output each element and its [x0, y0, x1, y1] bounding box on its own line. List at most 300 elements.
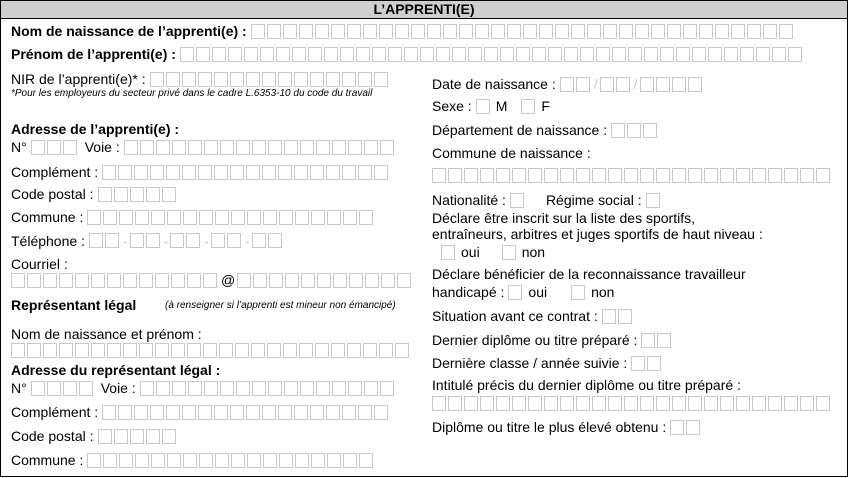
char-box[interactable]	[166, 72, 180, 87]
char-box[interactable]	[720, 168, 734, 183]
char-box[interactable]	[560, 168, 574, 183]
char-box[interactable]	[480, 396, 494, 411]
char-box[interactable]	[631, 356, 645, 371]
char-box[interactable]	[311, 453, 325, 468]
nationalite-box[interactable]	[510, 193, 526, 208]
char-box[interactable]	[63, 140, 77, 155]
char-box[interactable]	[349, 273, 363, 288]
char-box[interactable]	[134, 405, 148, 420]
char-box[interactable]	[327, 453, 341, 468]
char-box[interactable]	[528, 396, 542, 411]
char-box[interactable]	[644, 47, 658, 62]
char-box[interactable]	[247, 453, 261, 468]
char-box[interactable]	[230, 72, 244, 87]
char-box[interactable]	[278, 72, 292, 87]
char-box[interactable]	[443, 24, 457, 39]
char-box[interactable]	[11, 273, 25, 288]
char-box[interactable]	[560, 396, 574, 411]
char-box[interactable]	[262, 405, 276, 420]
complement-boxes[interactable]	[102, 165, 390, 180]
char-box[interactable]	[364, 381, 378, 396]
char-box[interactable]	[212, 47, 226, 62]
char-box[interactable]	[464, 396, 478, 411]
handicap-non-box[interactable]	[571, 285, 587, 300]
char-box[interactable]	[616, 77, 630, 92]
char-box[interactable]	[231, 210, 245, 225]
char-box[interactable]	[292, 47, 306, 62]
char-box[interactable]	[182, 405, 196, 420]
char-box[interactable]	[236, 140, 250, 155]
char-box[interactable]	[683, 24, 697, 39]
char-box[interactable]	[656, 168, 670, 183]
char-box[interactable]	[326, 405, 340, 420]
char-box[interactable]	[480, 168, 494, 183]
char-box[interactable]	[130, 233, 144, 248]
char-box[interactable]	[359, 210, 373, 225]
char-box[interactable]	[316, 381, 330, 396]
char-box[interactable]	[315, 343, 329, 358]
char-box[interactable]	[199, 210, 213, 225]
char-box[interactable]	[162, 429, 176, 444]
char-box[interactable]	[268, 381, 282, 396]
char-box[interactable]	[278, 405, 292, 420]
char-box[interactable]	[800, 396, 814, 411]
rep-code-postal-boxes[interactable]	[98, 429, 178, 444]
sportif-non-box[interactable]	[502, 245, 518, 260]
char-box[interactable]	[779, 24, 793, 39]
char-box[interactable]	[220, 140, 234, 155]
char-box[interactable]	[708, 47, 722, 62]
char-box[interactable]	[162, 187, 176, 202]
char-box[interactable]	[484, 47, 498, 62]
char-box[interactable]	[342, 165, 356, 180]
char-box[interactable]	[268, 233, 282, 248]
sexe-f-box[interactable]	[521, 99, 537, 114]
char-box[interactable]	[688, 77, 702, 92]
char-box[interactable]	[11, 343, 25, 358]
char-box[interactable]	[720, 396, 734, 411]
char-box[interactable]	[79, 381, 93, 396]
char-box[interactable]	[253, 273, 267, 288]
char-box[interactable]	[326, 72, 340, 87]
char-box[interactable]	[215, 453, 229, 468]
char-box[interactable]	[130, 429, 144, 444]
char-box[interactable]	[268, 140, 282, 155]
char-box[interactable]	[139, 343, 153, 358]
char-box[interactable]	[214, 405, 228, 420]
char-box[interactable]	[672, 168, 686, 183]
char-box[interactable]	[502, 245, 516, 260]
char-box[interactable]	[279, 210, 293, 225]
char-box[interactable]	[411, 24, 425, 39]
dept-boxes[interactable]	[611, 123, 659, 138]
char-box[interactable]	[772, 47, 786, 62]
code-postal-boxes[interactable]	[98, 187, 178, 202]
char-box[interactable]	[763, 24, 777, 39]
char-box[interactable]	[140, 140, 154, 155]
char-box[interactable]	[699, 24, 713, 39]
char-box[interactable]	[119, 210, 133, 225]
char-box[interactable]	[59, 343, 73, 358]
char-box[interactable]	[263, 453, 277, 468]
char-box[interactable]	[183, 453, 197, 468]
char-box[interactable]	[528, 168, 542, 183]
char-box[interactable]	[98, 187, 112, 202]
char-box[interactable]	[692, 47, 706, 62]
char-box[interactable]	[432, 168, 446, 183]
char-box[interactable]	[646, 193, 660, 208]
char-box[interactable]	[326, 165, 340, 180]
char-box[interactable]	[523, 24, 537, 39]
char-box[interactable]	[510, 193, 524, 208]
char-box[interactable]	[640, 396, 654, 411]
char-box[interactable]	[342, 405, 356, 420]
char-box[interactable]	[91, 343, 105, 358]
sportif-oui-box[interactable]	[441, 245, 457, 260]
char-box[interactable]	[459, 24, 473, 39]
char-box[interactable]	[427, 24, 441, 39]
char-box[interactable]	[43, 273, 57, 288]
char-box[interactable]	[432, 396, 446, 411]
char-box[interactable]	[521, 99, 535, 114]
char-box[interactable]	[672, 77, 686, 92]
char-box[interactable]	[252, 140, 266, 155]
char-box[interactable]	[236, 381, 250, 396]
char-box[interactable]	[231, 453, 245, 468]
char-box[interactable]	[347, 24, 361, 39]
char-box[interactable]	[564, 47, 578, 62]
char-box[interactable]	[301, 273, 315, 288]
char-box[interactable]	[332, 140, 346, 155]
char-box[interactable]	[75, 343, 89, 358]
char-box[interactable]	[89, 233, 103, 248]
char-box[interactable]	[123, 343, 137, 358]
char-box[interactable]	[657, 333, 671, 348]
diplome-eleve-boxes[interactable]	[670, 420, 702, 435]
char-box[interactable]	[508, 285, 522, 300]
char-box[interactable]	[580, 47, 594, 62]
char-box[interactable]	[364, 140, 378, 155]
char-box[interactable]	[188, 381, 202, 396]
char-box[interactable]	[380, 140, 394, 155]
char-box[interactable]	[199, 453, 213, 468]
char-box[interactable]	[592, 396, 606, 411]
char-box[interactable]	[105, 233, 119, 248]
char-box[interactable]	[156, 140, 170, 155]
char-box[interactable]	[150, 405, 164, 420]
char-box[interactable]	[244, 47, 258, 62]
char-box[interactable]	[246, 405, 260, 420]
char-box[interactable]	[172, 381, 186, 396]
char-box[interactable]	[333, 273, 347, 288]
char-box[interactable]	[724, 47, 738, 62]
char-box[interactable]	[102, 165, 116, 180]
char-box[interactable]	[672, 396, 686, 411]
char-box[interactable]	[251, 343, 265, 358]
char-box[interactable]	[267, 24, 281, 39]
char-box[interactable]	[420, 47, 434, 62]
char-box[interactable]	[27, 273, 41, 288]
char-box[interactable]	[246, 72, 260, 87]
char-box[interactable]	[130, 187, 144, 202]
char-box[interactable]	[436, 47, 450, 62]
char-box[interactable]	[736, 396, 750, 411]
char-box[interactable]	[295, 453, 309, 468]
char-box[interactable]	[507, 24, 521, 39]
char-box[interactable]	[740, 47, 754, 62]
char-box[interactable]	[311, 210, 325, 225]
regime-box[interactable]	[646, 193, 662, 208]
commune-boxes[interactable]	[87, 210, 375, 225]
char-box[interactable]	[230, 165, 244, 180]
char-box[interactable]	[43, 343, 57, 358]
char-box[interactable]	[731, 24, 745, 39]
char-box[interactable]	[310, 165, 324, 180]
char-box[interactable]	[150, 165, 164, 180]
char-box[interactable]	[235, 343, 249, 358]
char-box[interactable]	[198, 165, 212, 180]
char-box[interactable]	[295, 210, 309, 225]
char-box[interactable]	[204, 381, 218, 396]
char-box[interactable]	[768, 396, 782, 411]
char-box[interactable]	[294, 405, 308, 420]
char-box[interactable]	[227, 233, 241, 248]
char-box[interactable]	[135, 453, 149, 468]
char-box[interactable]	[332, 381, 346, 396]
char-box[interactable]	[532, 47, 546, 62]
char-box[interactable]	[704, 396, 718, 411]
prenom-boxes[interactable]	[180, 47, 804, 62]
char-box[interactable]	[587, 24, 601, 39]
char-box[interactable]	[91, 273, 105, 288]
char-box[interactable]	[379, 343, 393, 358]
char-box[interactable]	[300, 140, 314, 155]
char-box[interactable]	[356, 47, 370, 62]
char-box[interactable]	[118, 405, 132, 420]
char-box[interactable]	[374, 72, 388, 87]
char-box[interactable]	[448, 396, 462, 411]
rep-complement-boxes[interactable]	[102, 405, 390, 420]
rep-voie-boxes[interactable]	[140, 381, 396, 396]
char-box[interactable]	[340, 47, 354, 62]
char-box[interactable]	[103, 453, 117, 468]
char-box[interactable]	[214, 165, 228, 180]
char-box[interactable]	[198, 72, 212, 87]
char-box[interactable]	[475, 24, 489, 39]
intitule-boxes[interactable]	[432, 396, 832, 411]
char-box[interactable]	[252, 381, 266, 396]
char-box[interactable]	[496, 396, 510, 411]
char-box[interactable]	[468, 47, 482, 62]
char-box[interactable]	[676, 47, 690, 62]
handicap-oui-box[interactable]	[508, 285, 524, 300]
char-box[interactable]	[784, 396, 798, 411]
char-box[interactable]	[262, 165, 276, 180]
char-box[interactable]	[167, 453, 181, 468]
char-box[interactable]	[331, 343, 345, 358]
char-box[interactable]	[592, 168, 606, 183]
char-box[interactable]	[263, 210, 277, 225]
char-box[interactable]	[294, 72, 308, 87]
char-box[interactable]	[180, 47, 194, 62]
char-box[interactable]	[667, 24, 681, 39]
char-box[interactable]	[146, 233, 160, 248]
char-box[interactable]	[358, 72, 372, 87]
char-box[interactable]	[752, 168, 766, 183]
char-box[interactable]	[788, 47, 802, 62]
char-box[interactable]	[47, 140, 61, 155]
char-box[interactable]	[237, 273, 251, 288]
char-box[interactable]	[381, 273, 395, 288]
char-box[interactable]	[643, 123, 657, 138]
char-box[interactable]	[123, 273, 137, 288]
char-box[interactable]	[98, 429, 112, 444]
char-box[interactable]	[31, 140, 45, 155]
char-box[interactable]	[379, 24, 393, 39]
char-box[interactable]	[608, 168, 622, 183]
char-box[interactable]	[75, 273, 89, 288]
char-box[interactable]	[171, 343, 185, 358]
char-box[interactable]	[215, 210, 229, 225]
char-box[interactable]	[476, 99, 490, 114]
rep-nom-boxes[interactable]	[11, 343, 411, 358]
char-box[interactable]	[27, 343, 41, 358]
char-box[interactable]	[151, 210, 165, 225]
dernier-diplome-boxes[interactable]	[641, 333, 673, 348]
char-box[interactable]	[640, 168, 654, 183]
char-box[interactable]	[267, 343, 281, 358]
char-box[interactable]	[317, 273, 331, 288]
char-box[interactable]	[31, 381, 45, 396]
derniere-classe-boxes[interactable]	[631, 356, 663, 371]
char-box[interactable]	[656, 396, 670, 411]
char-box[interactable]	[260, 47, 274, 62]
char-box[interactable]	[299, 343, 313, 358]
char-box[interactable]	[140, 381, 154, 396]
char-box[interactable]	[651, 24, 665, 39]
char-box[interactable]	[397, 273, 411, 288]
char-box[interactable]	[251, 24, 265, 39]
char-box[interactable]	[602, 309, 616, 324]
char-box[interactable]	[284, 381, 298, 396]
char-box[interactable]	[170, 233, 184, 248]
char-box[interactable]	[171, 273, 185, 288]
char-box[interactable]	[660, 47, 674, 62]
char-box[interactable]	[571, 24, 585, 39]
char-box[interactable]	[156, 381, 170, 396]
char-box[interactable]	[146, 187, 160, 202]
char-box[interactable]	[624, 396, 638, 411]
char-box[interactable]	[656, 77, 670, 92]
char-box[interactable]	[283, 343, 297, 358]
char-box[interactable]	[555, 24, 569, 39]
char-box[interactable]	[343, 453, 357, 468]
char-box[interactable]	[284, 140, 298, 155]
char-box[interactable]	[285, 273, 299, 288]
char-box[interactable]	[800, 168, 814, 183]
char-box[interactable]	[380, 381, 394, 396]
char-box[interactable]	[331, 24, 345, 39]
nir-boxes[interactable]	[150, 72, 390, 87]
char-box[interactable]	[119, 453, 133, 468]
char-box[interactable]	[736, 168, 750, 183]
char-box[interactable]	[252, 233, 266, 248]
char-box[interactable]	[269, 273, 283, 288]
char-box[interactable]	[124, 140, 138, 155]
char-box[interactable]	[452, 47, 466, 62]
char-box[interactable]	[441, 245, 455, 260]
char-box[interactable]	[512, 168, 526, 183]
voie-boxes[interactable]	[124, 140, 396, 155]
char-box[interactable]	[627, 123, 641, 138]
char-box[interactable]	[571, 285, 585, 300]
char-box[interactable]	[150, 72, 164, 87]
char-box[interactable]	[576, 77, 590, 92]
char-box[interactable]	[363, 343, 377, 358]
char-box[interactable]	[246, 165, 260, 180]
char-box[interactable]	[155, 273, 169, 288]
char-box[interactable]	[228, 47, 242, 62]
char-box[interactable]	[512, 396, 526, 411]
char-box[interactable]	[635, 24, 649, 39]
char-box[interactable]	[686, 420, 700, 435]
char-box[interactable]	[107, 273, 121, 288]
char-box[interactable]	[768, 168, 782, 183]
char-box[interactable]	[135, 210, 149, 225]
char-box[interactable]	[612, 47, 626, 62]
char-box[interactable]	[647, 356, 661, 371]
char-box[interactable]	[496, 168, 510, 183]
char-box[interactable]	[544, 168, 558, 183]
char-box[interactable]	[188, 140, 202, 155]
char-box[interactable]	[618, 309, 632, 324]
char-box[interactable]	[114, 429, 128, 444]
char-box[interactable]	[611, 123, 625, 138]
char-box[interactable]	[187, 273, 201, 288]
char-box[interactable]	[294, 165, 308, 180]
char-box[interactable]	[576, 168, 590, 183]
char-box[interactable]	[134, 165, 148, 180]
char-box[interactable]	[316, 140, 330, 155]
char-box[interactable]	[816, 168, 830, 183]
char-box[interactable]	[166, 165, 180, 180]
char-box[interactable]	[395, 24, 409, 39]
char-box[interactable]	[628, 47, 642, 62]
char-box[interactable]	[448, 168, 462, 183]
char-box[interactable]	[214, 72, 228, 87]
char-box[interactable]	[348, 381, 362, 396]
char-box[interactable]	[247, 210, 261, 225]
char-box[interactable]	[47, 381, 61, 396]
char-box[interactable]	[603, 24, 617, 39]
char-box[interactable]	[315, 24, 329, 39]
char-box[interactable]	[146, 429, 160, 444]
char-box[interactable]	[182, 165, 196, 180]
courriel-boxes-user[interactable]	[11, 273, 219, 288]
char-box[interactable]	[670, 420, 684, 435]
char-box[interactable]	[372, 47, 386, 62]
char-box[interactable]	[404, 47, 418, 62]
char-box[interactable]	[204, 140, 218, 155]
date-month-boxes[interactable]	[600, 77, 632, 92]
char-box[interactable]	[816, 396, 830, 411]
char-box[interactable]	[114, 187, 128, 202]
char-box[interactable]	[87, 453, 101, 468]
char-box[interactable]	[230, 405, 244, 420]
situation-boxes[interactable]	[602, 309, 634, 324]
char-box[interactable]	[395, 343, 409, 358]
commune-naissance-boxes[interactable]	[432, 168, 832, 183]
